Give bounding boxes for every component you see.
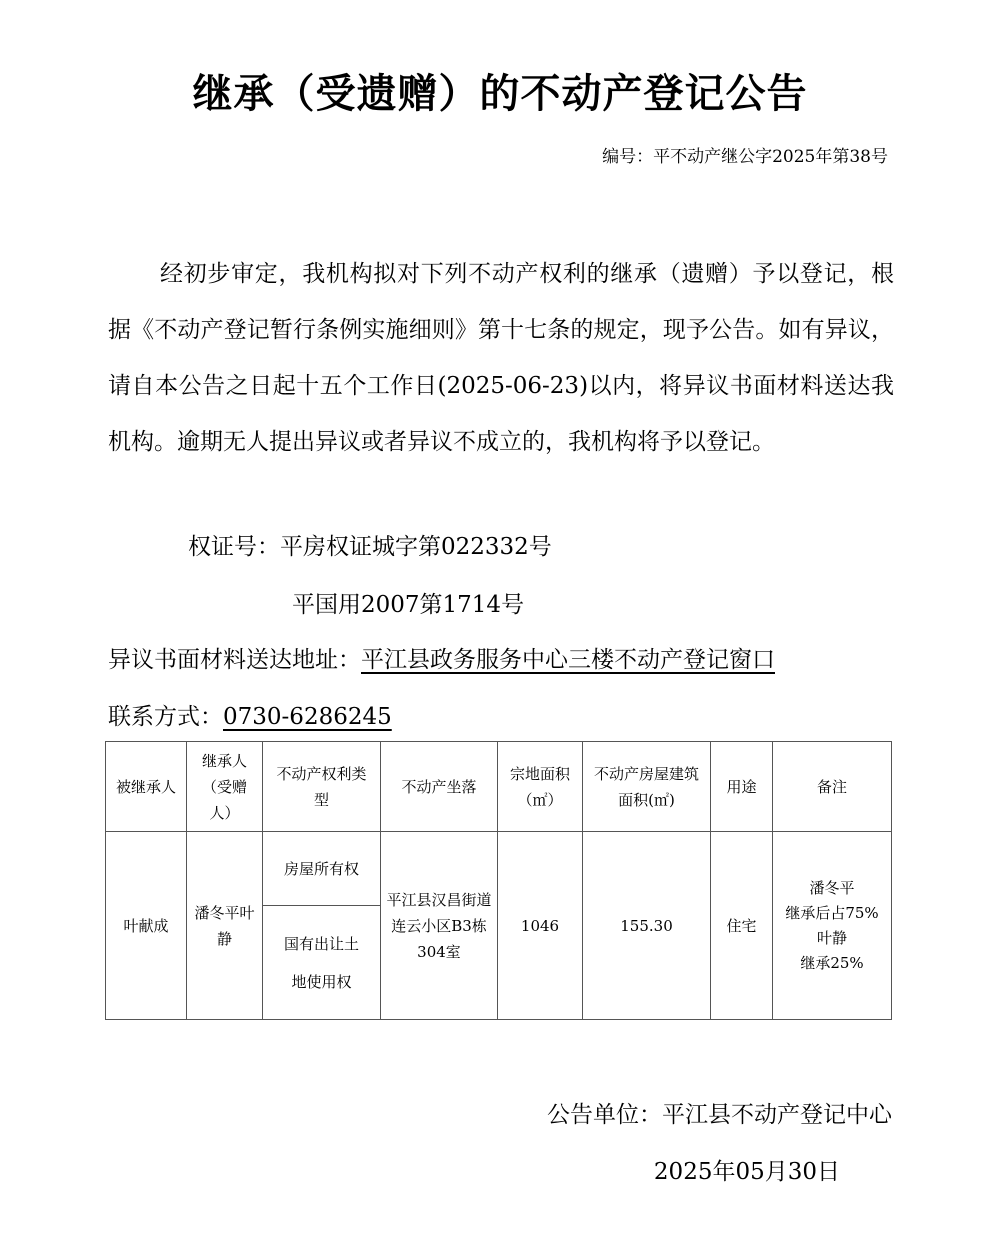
notice-body: 经初步审定，我机构拟对下列不动产权利的继承（遗赠）予以登记，根据《不动产登记暂行条例实施细则》第十七条的规定，现予公告。如有异议，请自本公告之日起十五个工作日(2025-06-23)以内，将异议书面材料送达我机构。逾期无人提出异议或者异议不成立的，我机构将予以登记。 — [108, 261, 894, 455]
contact-label: 联系方式： — [108, 704, 223, 730]
notice-title: 继承（受遗赠）的不动产登记公告 — [192, 71, 808, 117]
address-value: 平江县政务服务中心三楼不动产登记窗口 — [361, 647, 775, 673]
cell-usage: 住宅 — [711, 832, 773, 1020]
header-right-type: 不动产权利类 型 — [263, 742, 381, 832]
cell-decedent: 叶献成 — [106, 832, 187, 1020]
header-building-area: 不动产房屋建筑面积(㎡) — [583, 742, 711, 832]
certificate-number: 权证号：平房权证城字第022332号 — [188, 534, 552, 560]
address-line — [108, 641, 775, 674]
land-certificate-number: 平国用2007第1714号 — [292, 592, 525, 618]
cell-location: 平江县汉昌街道连云小区B3栋304室 — [381, 832, 498, 1020]
issue-date: 2025年05月30日 — [653, 1159, 840, 1185]
contact-line — [108, 698, 392, 731]
remark-line-3: 叶静 — [816, 928, 847, 947]
header-location: 不动产坐落 — [381, 742, 498, 832]
remark-line-4: 继承25% — [800, 953, 864, 972]
cell-right-type-house: 房屋所有权 — [263, 832, 381, 906]
table-row — [106, 832, 892, 906]
cell-building-area: 155.30 — [583, 832, 711, 1020]
header-heir: 继承人（受赠人） — [187, 742, 263, 832]
cell-heirs: 潘冬平叶静 — [187, 832, 263, 1020]
header-decedent: 被继承人 — [106, 742, 187, 832]
issuing-unit: 公告单位：平江县不动产登记中心 — [547, 1102, 892, 1128]
remark-line-2: 继承后占75% — [785, 903, 879, 922]
remark-line-1: 潘冬平 — [809, 878, 855, 897]
table-header-row — [106, 742, 892, 832]
cell-land-area: 1046 — [498, 832, 583, 1020]
property-table — [105, 741, 892, 1020]
header-remark: 备注 — [773, 742, 892, 832]
cell-right-type-land: 国有出让土地使用权 — [263, 906, 381, 1020]
contact-value: 0730-6286245 — [223, 704, 392, 730]
header-land-area: 宗地面积（㎡） — [498, 742, 583, 832]
header-usage: 用途 — [711, 742, 773, 832]
cell-remark — [773, 832, 892, 1020]
address-label: 异议书面材料送达地址： — [108, 647, 361, 673]
serial-number: 编号：平不动产继公字2025年第38号 — [602, 147, 888, 167]
